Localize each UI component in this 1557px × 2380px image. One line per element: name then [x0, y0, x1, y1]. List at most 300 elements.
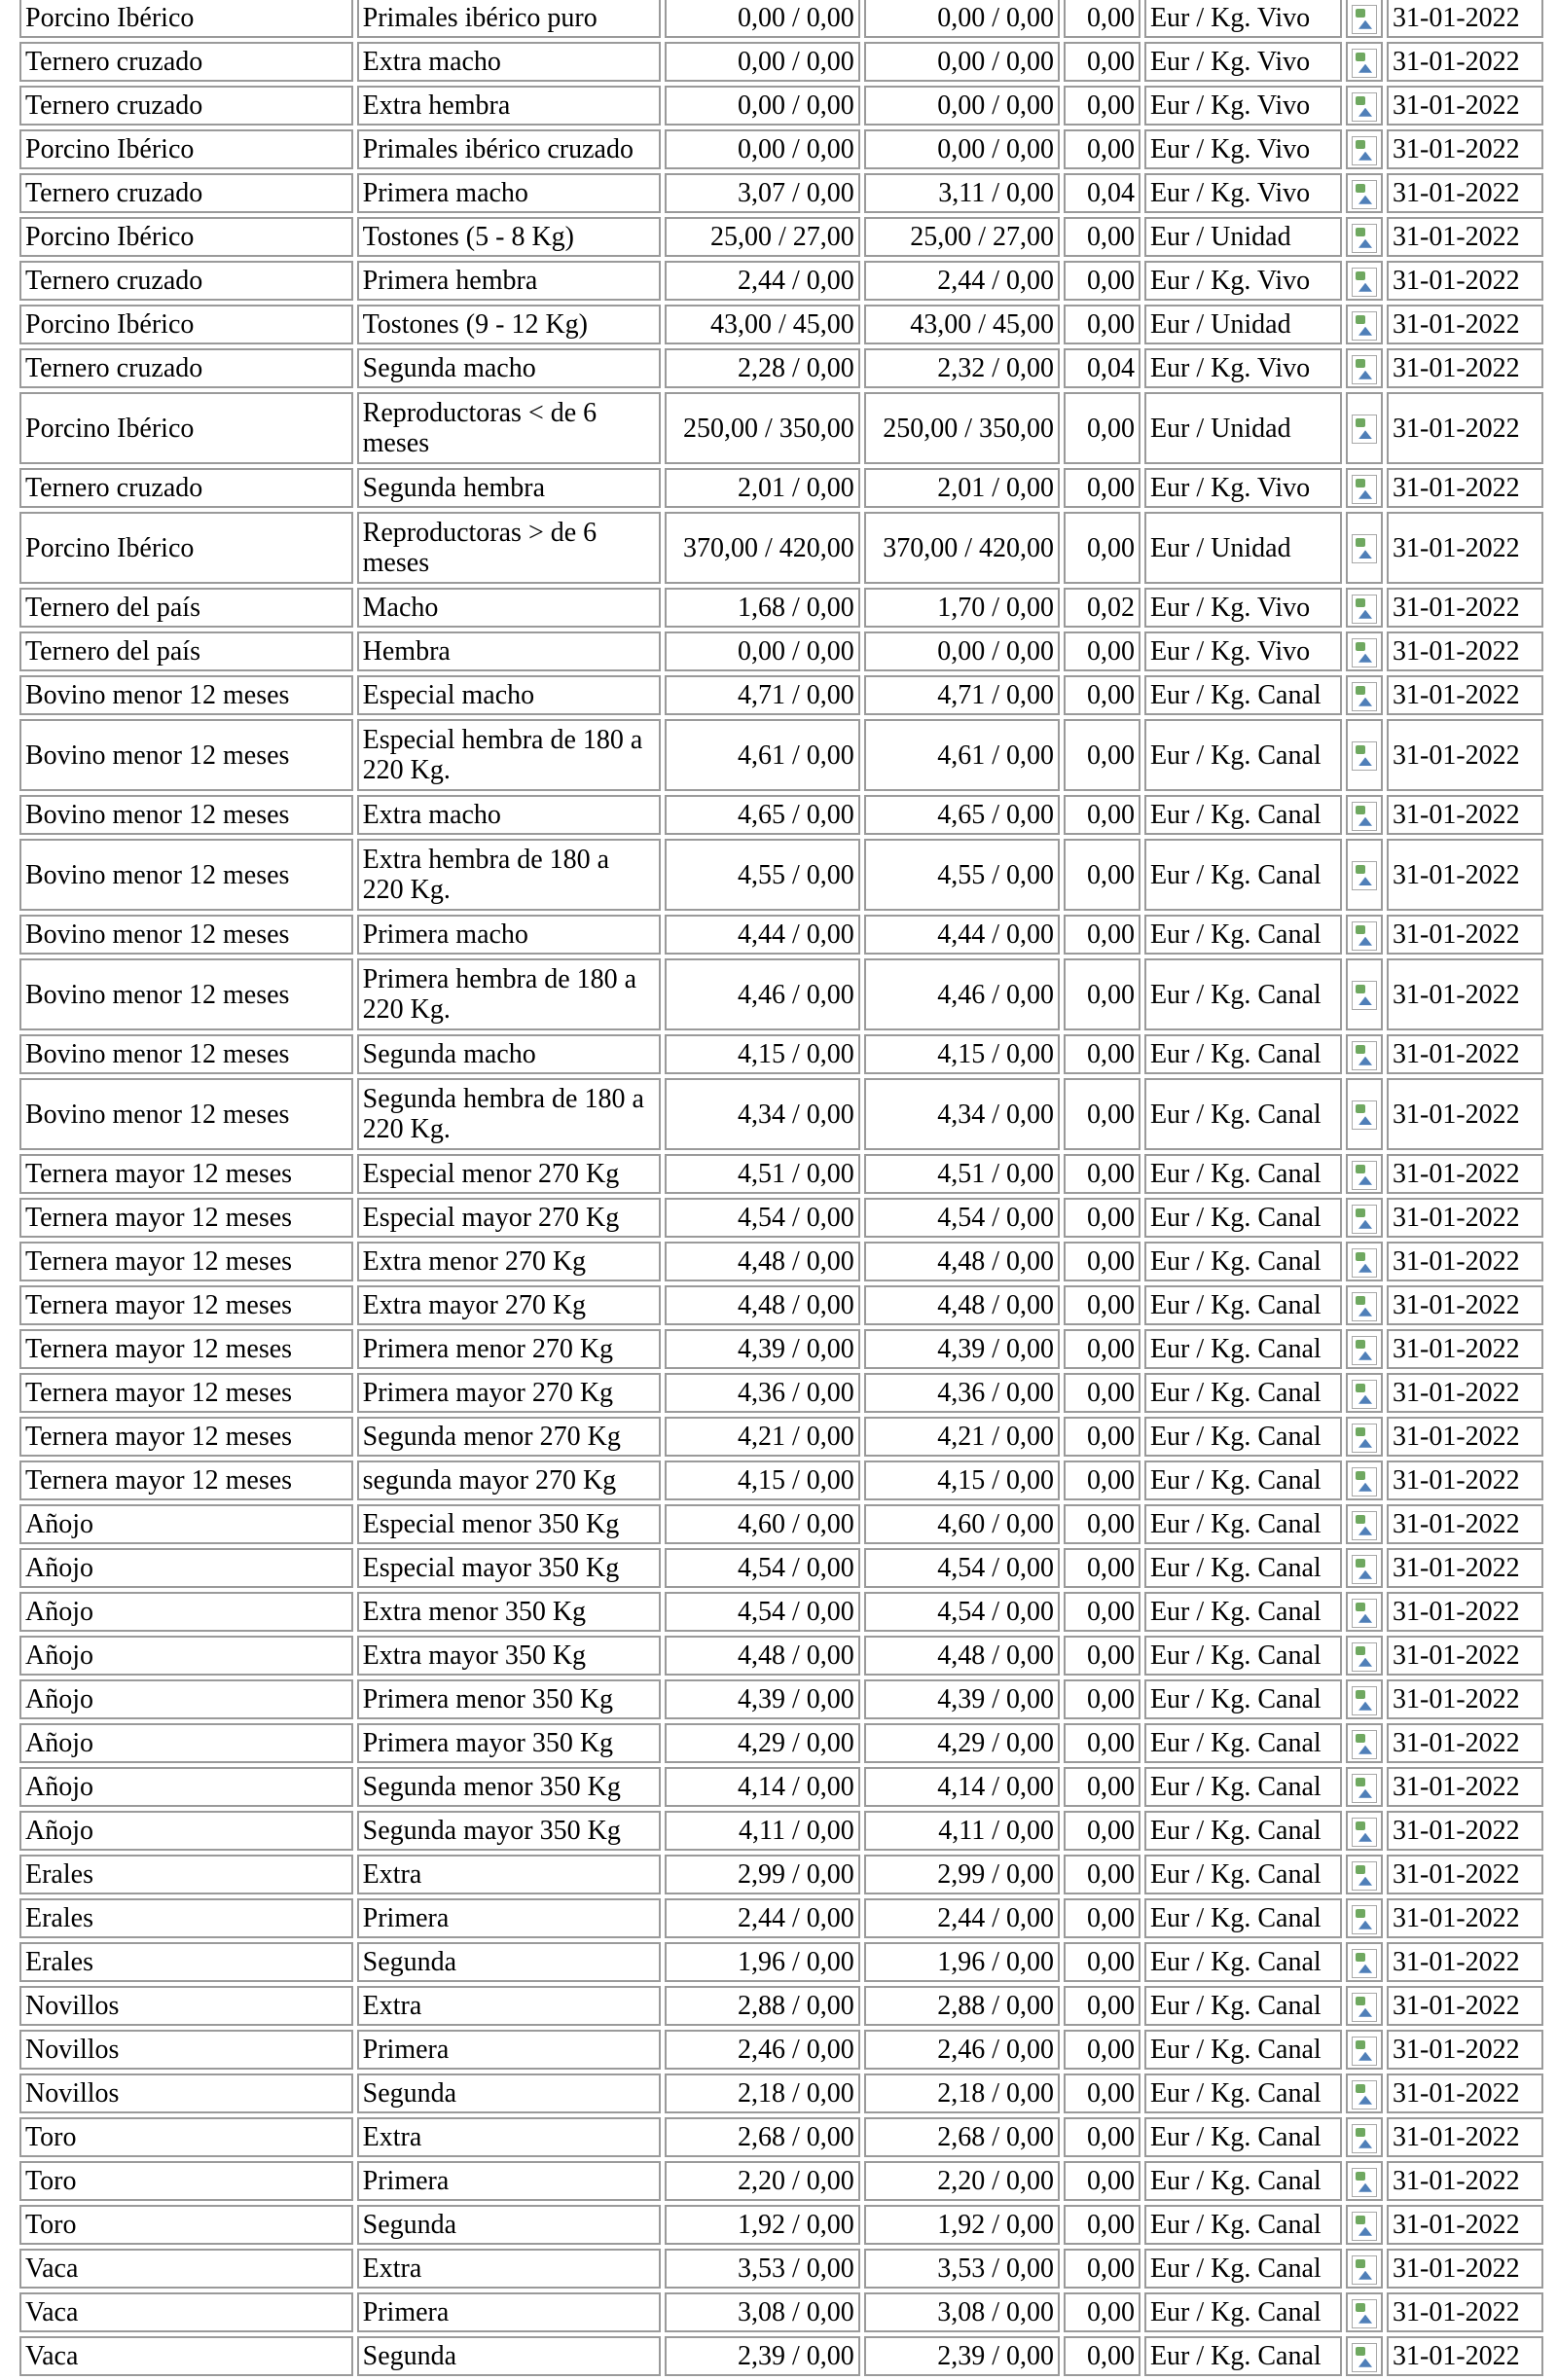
category-cell: Porcino Ibérico — [19, 129, 353, 169]
difference-cell: 0,00 — [1064, 512, 1141, 584]
previous-price-cell: 3,07 / 0,00 — [665, 173, 860, 213]
trend-icon-cell — [1346, 795, 1383, 835]
trend-icon-cell — [1346, 348, 1383, 388]
difference-cell: 0,04 — [1064, 173, 1141, 213]
broken-image-icon — [1352, 224, 1377, 253]
current-price-cell: 4,39 / 0,00 — [864, 1679, 1060, 1719]
unit-cell: Eur / Kg. Canal — [1144, 719, 1342, 791]
category-cell: Ternero cruzado — [19, 42, 353, 82]
previous-price-cell: 25,00 / 27,00 — [665, 217, 860, 257]
date-cell: 31-01-2022 — [1387, 958, 1543, 1030]
trend-icon-cell — [1346, 1811, 1383, 1851]
category-cell: Bovino menor 12 meses — [19, 795, 353, 835]
previous-price-cell: 2,44 / 0,00 — [665, 261, 860, 301]
date-cell: 31-01-2022 — [1387, 348, 1543, 388]
table-row — [19, 2205, 1543, 2245]
specification-cell: Extra — [357, 2117, 661, 2157]
broken-image-icon — [1352, 1161, 1377, 1190]
specification-cell: Primera macho — [357, 915, 661, 955]
table-row — [19, 839, 1543, 911]
previous-price-cell: 2,99 / 0,00 — [665, 1855, 860, 1894]
table-row — [19, 2336, 1543, 2376]
table-row — [19, 2161, 1543, 2201]
table-row — [19, 588, 1543, 628]
previous-price-cell: 4,44 / 0,00 — [665, 915, 860, 955]
current-price-cell: 2,32 / 0,00 — [864, 348, 1060, 388]
trend-icon-cell — [1346, 1504, 1383, 1544]
category-cell: Bovino menor 12 meses — [19, 675, 353, 715]
date-cell: 31-01-2022 — [1387, 1285, 1543, 1325]
trend-icon-cell — [1346, 2030, 1383, 2070]
unit-cell: Eur / Kg. Canal — [1144, 839, 1342, 911]
table-row — [19, 719, 1543, 791]
category-cell: Ternera mayor 12 meses — [19, 1417, 353, 1457]
broken-image-icon — [1352, 1292, 1377, 1321]
broken-image-icon — [1352, 2037, 1377, 2066]
date-cell: 31-01-2022 — [1387, 261, 1543, 301]
category-cell: Vaca — [19, 2336, 353, 2376]
previous-price-cell: 4,14 / 0,00 — [665, 1767, 860, 1807]
unit-cell: Eur / Kg. Vivo — [1144, 348, 1342, 388]
category-cell: Bovino menor 12 meses — [19, 1078, 353, 1150]
current-price-cell: 4,44 / 0,00 — [864, 915, 1060, 955]
specification-cell: Especial mayor 270 Kg — [357, 1198, 661, 1238]
category-cell: Ternero del país — [19, 588, 353, 628]
previous-price-cell: 2,01 / 0,00 — [665, 468, 860, 508]
previous-price-cell: 2,44 / 0,00 — [665, 1898, 860, 1938]
current-price-cell: 4,61 / 0,00 — [864, 719, 1060, 791]
broken-image-icon — [1352, 1905, 1377, 1934]
category-cell: Novillos — [19, 2030, 353, 2070]
difference-cell: 0,00 — [1064, 217, 1141, 257]
previous-price-cell: 4,15 / 0,00 — [665, 1034, 860, 1074]
unit-cell: Eur / Kg. Canal — [1144, 2336, 1342, 2376]
specification-cell: Reproductoras < de 6 meses — [357, 392, 661, 464]
table-row — [19, 1898, 1543, 1938]
unit-cell: Eur / Kg. Canal — [1144, 795, 1342, 835]
trend-icon-cell — [1346, 1034, 1383, 1074]
unit-cell: Eur / Kg. Canal — [1144, 1767, 1342, 1807]
difference-cell: 0,00 — [1064, 86, 1141, 126]
unit-cell: Eur / Kg. Vivo — [1144, 261, 1342, 301]
table-row — [19, 1198, 1543, 1238]
current-price-cell: 2,88 / 0,00 — [864, 1986, 1060, 2026]
date-cell: 31-01-2022 — [1387, 631, 1543, 671]
previous-price-cell: 2,28 / 0,00 — [665, 348, 860, 388]
previous-price-cell: 2,88 / 0,00 — [665, 1986, 860, 2026]
current-price-cell: 1,92 / 0,00 — [864, 2205, 1060, 2245]
date-cell: 31-01-2022 — [1387, 1329, 1543, 1369]
table-row — [19, 42, 1543, 82]
broken-image-icon — [1352, 1861, 1377, 1891]
date-cell: 31-01-2022 — [1387, 588, 1543, 628]
trend-icon-cell — [1346, 1592, 1383, 1632]
specification-cell: Segunda hembra — [357, 468, 661, 508]
trend-icon-cell — [1346, 1548, 1383, 1588]
price-table — [16, 0, 1547, 2380]
date-cell: 31-01-2022 — [1387, 305, 1543, 344]
table-row — [19, 1679, 1543, 1719]
unit-cell: Eur / Unidad — [1144, 512, 1342, 584]
specification-cell: segunda mayor 270 Kg — [357, 1460, 661, 1500]
difference-cell: 0,00 — [1064, 1898, 1141, 1938]
difference-cell: 0,00 — [1064, 839, 1141, 911]
specification-cell: Primera menor 350 Kg — [357, 1679, 661, 1719]
previous-price-cell: 0,00 / 0,00 — [665, 0, 860, 38]
specification-cell: Primera mayor 270 Kg — [357, 1373, 661, 1413]
specification-cell: Segunda menor 270 Kg — [357, 1417, 661, 1457]
table-row — [19, 1460, 1543, 1500]
previous-price-cell: 4,29 / 0,00 — [665, 1723, 860, 1763]
difference-cell: 0,00 — [1064, 1154, 1141, 1194]
date-cell: 31-01-2022 — [1387, 839, 1543, 911]
current-price-cell: 4,48 / 0,00 — [864, 1285, 1060, 1325]
specification-cell: Primera — [357, 2030, 661, 2070]
table-row — [19, 1636, 1543, 1676]
broken-image-icon — [1352, 415, 1377, 444]
unit-cell: Eur / Kg. Canal — [1144, 2073, 1342, 2113]
specification-cell: Primera — [357, 1898, 661, 1938]
trend-icon-cell — [1346, 2161, 1383, 2201]
difference-cell: 0,00 — [1064, 2161, 1141, 2201]
specification-cell: Primera mayor 350 Kg — [357, 1723, 661, 1763]
difference-cell: 0,00 — [1064, 1242, 1141, 1281]
previous-price-cell: 0,00 / 0,00 — [665, 129, 860, 169]
unit-cell: Eur / Kg. Canal — [1144, 675, 1342, 715]
current-price-cell: 0,00 / 0,00 — [864, 631, 1060, 671]
broken-image-icon — [1352, 1599, 1377, 1628]
trend-icon-cell — [1346, 129, 1383, 169]
difference-cell: 0,00 — [1064, 2073, 1141, 2113]
trend-icon-cell — [1346, 631, 1383, 671]
current-price-cell: 2,01 / 0,00 — [864, 468, 1060, 508]
unit-cell: Eur / Kg. Vivo — [1144, 0, 1342, 38]
difference-cell: 0,00 — [1064, 719, 1141, 791]
difference-cell: 0,00 — [1064, 1198, 1141, 1238]
category-cell: Erales — [19, 1942, 353, 1982]
current-price-cell: 2,39 / 0,00 — [864, 2336, 1060, 2376]
specification-cell: Extra mayor 270 Kg — [357, 1285, 661, 1325]
current-price-cell: 4,29 / 0,00 — [864, 1723, 1060, 1763]
specification-cell: Especial menor 350 Kg — [357, 1504, 661, 1544]
table-row — [19, 261, 1543, 301]
current-price-cell: 4,36 / 0,00 — [864, 1373, 1060, 1413]
trend-icon-cell — [1346, 1942, 1383, 1982]
trend-icon-cell — [1346, 1855, 1383, 1894]
previous-price-cell: 4,36 / 0,00 — [665, 1373, 860, 1413]
broken-image-icon — [1352, 5, 1377, 34]
category-cell: Ternera mayor 12 meses — [19, 1154, 353, 1194]
specification-cell: Segunda — [357, 1942, 661, 1982]
specification-cell: Extra macho — [357, 795, 661, 835]
trend-icon-cell — [1346, 1373, 1383, 1413]
date-cell: 31-01-2022 — [1387, 1592, 1543, 1632]
difference-cell: 0,00 — [1064, 1811, 1141, 1851]
broken-image-icon — [1352, 2124, 1377, 2153]
unit-cell: Eur / Kg. Canal — [1144, 2249, 1342, 2289]
specification-cell: Primera menor 270 Kg — [357, 1329, 661, 1369]
broken-image-icon — [1352, 49, 1377, 78]
table-row — [19, 1329, 1543, 1369]
broken-image-icon — [1352, 1818, 1377, 1847]
current-price-cell: 2,68 / 0,00 — [864, 2117, 1060, 2157]
table-row — [19, 1504, 1543, 1544]
previous-price-cell: 0,00 / 0,00 — [665, 631, 860, 671]
unit-cell: Eur / Kg. Canal — [1144, 2030, 1342, 2070]
date-cell: 31-01-2022 — [1387, 2336, 1543, 2376]
unit-cell: Eur / Kg. Canal — [1144, 1723, 1342, 1763]
trend-icon-cell — [1346, 2073, 1383, 2113]
trend-icon-cell — [1346, 1986, 1383, 2026]
current-price-cell: 4,21 / 0,00 — [864, 1417, 1060, 1457]
trend-icon-cell — [1346, 0, 1383, 38]
trend-icon-cell — [1346, 1242, 1383, 1281]
difference-cell: 0,00 — [1064, 675, 1141, 715]
current-price-cell: 2,44 / 0,00 — [864, 261, 1060, 301]
date-cell: 31-01-2022 — [1387, 2161, 1543, 2201]
date-cell: 31-01-2022 — [1387, 1767, 1543, 1807]
specification-cell: Primera hembra de 180 a 220 Kg. — [357, 958, 661, 1030]
specification-cell: Extra — [357, 1855, 661, 1894]
current-price-cell: 4,60 / 0,00 — [864, 1504, 1060, 1544]
date-cell: 31-01-2022 — [1387, 795, 1543, 835]
specification-cell: Segunda — [357, 2336, 661, 2376]
previous-price-cell: 4,71 / 0,00 — [665, 675, 860, 715]
category-cell: Porcino Ibérico — [19, 0, 353, 38]
broken-image-icon — [1352, 921, 1377, 951]
category-cell: Novillos — [19, 1986, 353, 2026]
current-price-cell: 25,00 / 27,00 — [864, 217, 1060, 257]
current-price-cell: 2,44 / 0,00 — [864, 1898, 1060, 1938]
specification-cell: Extra hembra — [357, 86, 661, 126]
category-cell: Ternero cruzado — [19, 348, 353, 388]
date-cell: 31-01-2022 — [1387, 86, 1543, 126]
trend-icon-cell — [1346, 839, 1383, 911]
category-cell: Añojo — [19, 1636, 353, 1676]
specification-cell: Segunda hembra de 180 a 220 Kg. — [357, 1078, 661, 1150]
previous-price-cell: 4,48 / 0,00 — [665, 1636, 860, 1676]
date-cell: 31-01-2022 — [1387, 468, 1543, 508]
trend-icon-cell — [1346, 1679, 1383, 1719]
trend-icon-cell — [1346, 588, 1383, 628]
trend-icon-cell — [1346, 1198, 1383, 1238]
current-price-cell: 0,00 / 0,00 — [864, 129, 1060, 169]
previous-price-cell: 4,39 / 0,00 — [665, 1329, 860, 1369]
difference-cell: 0,00 — [1064, 795, 1141, 835]
broken-image-icon — [1352, 2255, 1377, 2285]
specification-cell: Macho — [357, 588, 661, 628]
broken-image-icon — [1352, 1205, 1377, 1234]
current-price-cell: 1,96 / 0,00 — [864, 1942, 1060, 1982]
current-price-cell: 4,11 / 0,00 — [864, 1811, 1060, 1851]
date-cell: 31-01-2022 — [1387, 173, 1543, 213]
unit-cell: Eur / Kg. Canal — [1144, 1329, 1342, 1369]
current-price-cell: 4,39 / 0,00 — [864, 1329, 1060, 1369]
current-price-cell: 4,54 / 0,00 — [864, 1592, 1060, 1632]
table-row — [19, 631, 1543, 671]
table-row — [19, 129, 1543, 169]
unit-cell: Eur / Unidad — [1144, 392, 1342, 464]
difference-cell: 0,00 — [1064, 1679, 1141, 1719]
difference-cell: 0,02 — [1064, 588, 1141, 628]
difference-cell: 0,00 — [1064, 0, 1141, 38]
current-price-cell: 4,54 / 0,00 — [864, 1198, 1060, 1238]
broken-image-icon — [1352, 355, 1377, 384]
date-cell: 31-01-2022 — [1387, 1855, 1543, 1894]
table-row — [19, 1855, 1543, 1894]
table-row — [19, 1767, 1543, 1807]
previous-price-cell: 4,54 / 0,00 — [665, 1198, 860, 1238]
previous-price-cell: 4,34 / 0,00 — [665, 1078, 860, 1150]
current-price-cell: 4,48 / 0,00 — [864, 1242, 1060, 1281]
broken-image-icon — [1352, 595, 1377, 624]
date-cell: 31-01-2022 — [1387, 1898, 1543, 1938]
difference-cell: 0,00 — [1064, 2249, 1141, 2289]
unit-cell: Eur / Kg. Canal — [1144, 1460, 1342, 1500]
previous-price-cell: 4,54 / 0,00 — [665, 1592, 860, 1632]
current-price-cell: 1,70 / 0,00 — [864, 588, 1060, 628]
unit-cell: Eur / Kg. Canal — [1144, 1811, 1342, 1851]
current-price-cell: 0,00 / 0,00 — [864, 42, 1060, 82]
difference-cell: 0,00 — [1064, 468, 1141, 508]
unit-cell: Eur / Kg. Vivo — [1144, 631, 1342, 671]
previous-price-cell: 4,54 / 0,00 — [665, 1548, 860, 1588]
unit-cell: Eur / Kg. Canal — [1144, 1285, 1342, 1325]
difference-cell: 0,00 — [1064, 1942, 1141, 1982]
unit-cell: Eur / Kg. Canal — [1144, 1592, 1342, 1632]
difference-cell: 0,00 — [1064, 1373, 1141, 1413]
table-row — [19, 1242, 1543, 1281]
category-cell: Bovino menor 12 meses — [19, 915, 353, 955]
difference-cell: 0,00 — [1064, 915, 1141, 955]
category-cell: Ternera mayor 12 meses — [19, 1373, 353, 1413]
broken-image-icon — [1352, 1248, 1377, 1278]
unit-cell: Eur / Kg. Canal — [1144, 2292, 1342, 2332]
date-cell: 31-01-2022 — [1387, 0, 1543, 38]
unit-cell: Eur / Kg. Canal — [1144, 2161, 1342, 2201]
specification-cell: Primales ibérico cruzado — [357, 129, 661, 169]
trend-icon-cell — [1346, 1329, 1383, 1369]
previous-price-cell: 4,51 / 0,00 — [665, 1154, 860, 1194]
previous-price-cell: 4,39 / 0,00 — [665, 1679, 860, 1719]
date-cell: 31-01-2022 — [1387, 675, 1543, 715]
broken-image-icon — [1352, 1511, 1377, 1540]
table-row — [19, 1592, 1543, 1632]
difference-cell: 0,00 — [1064, 1504, 1141, 1544]
difference-cell: 0,00 — [1064, 1548, 1141, 1588]
category-cell: Añojo — [19, 1767, 353, 1807]
difference-cell: 0,00 — [1064, 1723, 1141, 1763]
date-cell: 31-01-2022 — [1387, 1460, 1543, 1500]
current-price-cell: 2,99 / 0,00 — [864, 1855, 1060, 1894]
broken-image-icon — [1352, 136, 1377, 165]
previous-price-cell: 1,96 / 0,00 — [665, 1942, 860, 1982]
unit-cell: Eur / Kg. Vivo — [1144, 588, 1342, 628]
specification-cell: Extra menor 270 Kg — [357, 1242, 661, 1281]
date-cell: 31-01-2022 — [1387, 1986, 1543, 2026]
previous-price-cell: 4,65 / 0,00 — [665, 795, 860, 835]
previous-price-cell: 4,46 / 0,00 — [665, 958, 860, 1030]
date-cell: 31-01-2022 — [1387, 392, 1543, 464]
table-row — [19, 2073, 1543, 2113]
previous-price-cell: 4,61 / 0,00 — [665, 719, 860, 791]
current-price-cell: 370,00 / 420,00 — [864, 512, 1060, 584]
category-cell: Toro — [19, 2117, 353, 2157]
table-row — [19, 392, 1543, 464]
trend-icon-cell — [1346, 2336, 1383, 2376]
broken-image-icon — [1352, 1041, 1377, 1070]
broken-image-icon — [1352, 1774, 1377, 1803]
difference-cell: 0,00 — [1064, 2336, 1141, 2376]
specification-cell: Segunda — [357, 2073, 661, 2113]
trend-icon-cell — [1346, 42, 1383, 82]
specification-cell: Extra hembra de 180 a 220 Kg. — [357, 839, 661, 911]
broken-image-icon — [1352, 1467, 1377, 1497]
difference-cell: 0,00 — [1064, 261, 1141, 301]
trend-icon-cell — [1346, 1636, 1383, 1676]
unit-cell: Eur / Kg. Vivo — [1144, 42, 1342, 82]
specification-cell: Segunda — [357, 2205, 661, 2245]
unit-cell: Eur / Kg. Canal — [1144, 1898, 1342, 1938]
date-cell: 31-01-2022 — [1387, 2249, 1543, 2289]
broken-image-icon — [1352, 682, 1377, 711]
previous-price-cell: 4,15 / 0,00 — [665, 1460, 860, 1500]
broken-image-icon — [1352, 2299, 1377, 2328]
difference-cell: 0,00 — [1064, 129, 1141, 169]
category-cell: Bovino menor 12 meses — [19, 958, 353, 1030]
category-cell: Erales — [19, 1898, 353, 1938]
unit-cell: Eur / Kg. Canal — [1144, 915, 1342, 955]
date-cell: 31-01-2022 — [1387, 1242, 1543, 1281]
category-cell: Porcino Ibérico — [19, 217, 353, 257]
current-price-cell: 4,34 / 0,00 — [864, 1078, 1060, 1150]
previous-price-cell: 370,00 / 420,00 — [665, 512, 860, 584]
difference-cell: 0,00 — [1064, 1636, 1141, 1676]
difference-cell: 0,00 — [1064, 392, 1141, 464]
table-row — [19, 958, 1543, 1030]
date-cell: 31-01-2022 — [1387, 1417, 1543, 1457]
category-cell: Ternero cruzado — [19, 86, 353, 126]
table-row — [19, 1548, 1543, 1588]
table-row — [19, 1811, 1543, 1851]
table-row — [19, 2030, 1543, 2070]
trend-icon-cell — [1346, 468, 1383, 508]
date-cell: 31-01-2022 — [1387, 1198, 1543, 1238]
previous-price-cell: 4,48 / 0,00 — [665, 1242, 860, 1281]
broken-image-icon — [1352, 475, 1377, 504]
difference-cell: 0,00 — [1064, 2030, 1141, 2070]
trend-icon-cell — [1346, 1285, 1383, 1325]
date-cell: 31-01-2022 — [1387, 719, 1543, 791]
previous-price-cell: 2,46 / 0,00 — [665, 2030, 860, 2070]
category-cell: Novillos — [19, 2073, 353, 2113]
table-row — [19, 173, 1543, 213]
specification-cell: Especial mayor 350 Kg — [357, 1548, 661, 1588]
previous-price-cell: 4,21 / 0,00 — [665, 1417, 860, 1457]
category-cell: Porcino Ibérico — [19, 512, 353, 584]
date-cell: 31-01-2022 — [1387, 217, 1543, 257]
current-price-cell: 43,00 / 45,00 — [864, 305, 1060, 344]
specification-cell: Hembra — [357, 631, 661, 671]
date-cell: 31-01-2022 — [1387, 2117, 1543, 2157]
specification-cell: Especial hembra de 180 a 220 Kg. — [357, 719, 661, 791]
difference-cell: 0,04 — [1064, 348, 1141, 388]
unit-cell: Eur / Kg. Canal — [1144, 1504, 1342, 1544]
broken-image-icon — [1352, 1686, 1377, 1715]
broken-image-icon — [1352, 1730, 1377, 1759]
broken-image-icon — [1352, 1424, 1377, 1453]
category-cell: Ternero cruzado — [19, 468, 353, 508]
